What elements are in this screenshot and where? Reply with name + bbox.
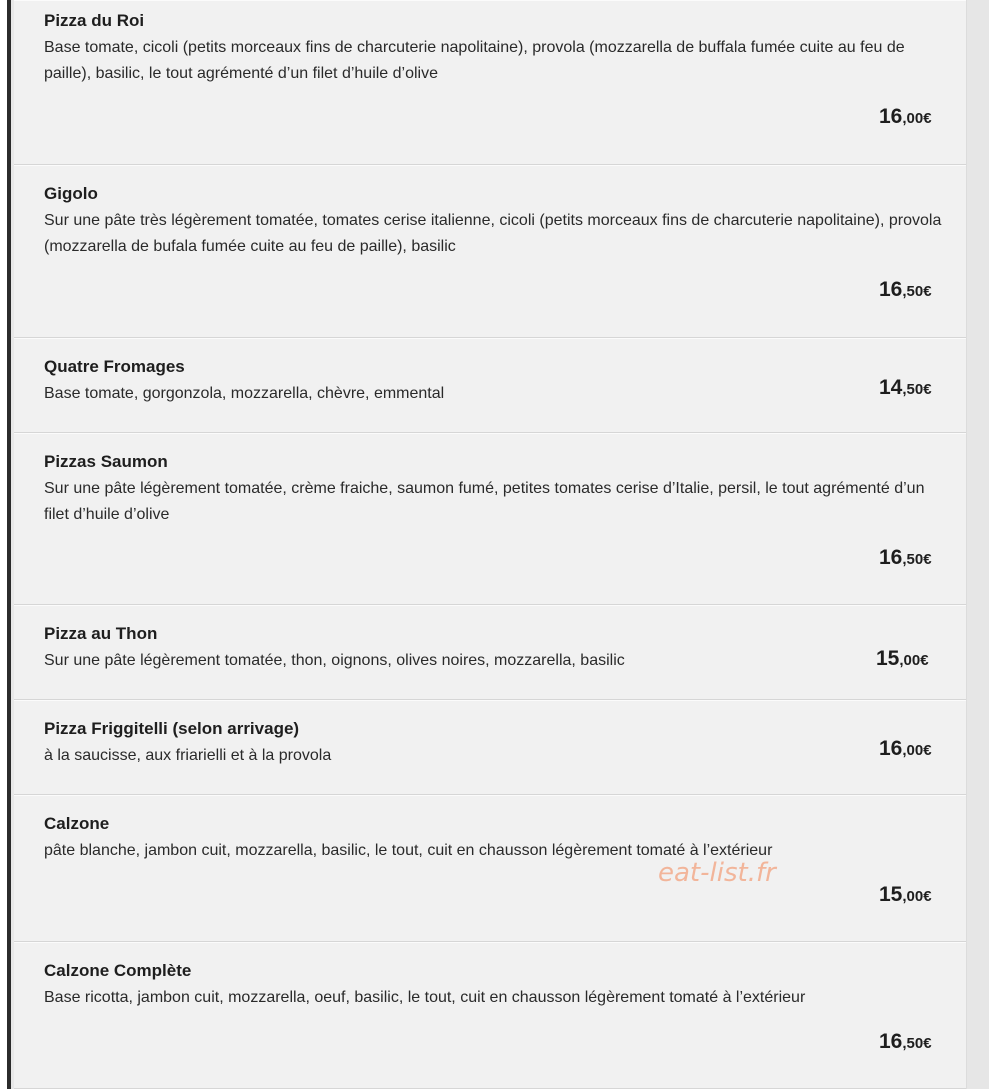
item-name: Gigolo [44, 184, 98, 203]
item-description: Sur une pâte légèrement tomatée, thon, oignons, olives noires, mozzarella, basilic [44, 652, 625, 669]
menu-item [14, 605, 966, 700]
price-cents: ,50€ [902, 381, 932, 398]
item-description: Base ricotta, jambon cuit, mozzarella, oeuf, basilic, le tout, cuit en chausson légèrement tomaté à l’extérieur [44, 989, 806, 1006]
menu-item [14, 700, 966, 795]
price-cents: ,50€ [902, 1035, 932, 1052]
item-price [879, 278, 932, 302]
item-price [879, 105, 932, 129]
price-euros: 16 [879, 278, 903, 301]
price-cents: ,00€ [902, 742, 932, 759]
price-euros: 16 [879, 737, 903, 760]
item-description: Base tomate, gorgonzola, mozzarella, chèvre, emmental [44, 385, 445, 402]
price-euros: 16 [879, 105, 903, 128]
item-name: Pizza du Roi [44, 11, 145, 30]
menu-item [14, 0, 966, 165]
price-cents: ,00€ [902, 888, 932, 905]
price-euros: 16 [879, 546, 903, 569]
price-cents: ,00€ [899, 652, 929, 669]
item-price [879, 1030, 932, 1054]
price-cents: ,50€ [902, 283, 932, 300]
item-name: Pizza Friggitelli (selon arrivage) [44, 719, 300, 738]
item-description: Base tomate, cicoli (petits morceaux fins de charcuterie napolitaine), provola (mozzarella de buffala fumée cuite au feu de paille), basilic, le tout agrémenté d’un filet d’huile d’olive [44, 39, 905, 82]
item-description: pâte blanche, jambon cuit, mozzarella, basilic, le tout, cuit en chausson légèrement tomaté à l’extérieur [44, 842, 773, 859]
item-name: Calzone Complète [44, 961, 192, 980]
watermark: eat-list.fr [658, 858, 776, 888]
item-price [879, 546, 932, 570]
item-name: Quatre Fromages [44, 357, 185, 376]
menu-item [14, 338, 966, 433]
item-price [876, 647, 929, 671]
price-euros: 15 [879, 883, 903, 906]
item-description: à la saucisse, aux friarielli et à la provola [44, 747, 332, 764]
price-cents: ,50€ [902, 551, 932, 568]
right-strip [966, 0, 989, 1089]
price-cents: ,00€ [902, 110, 932, 127]
item-description: Sur une pâte très légèrement tomatée, tomates cerise italienne, cicoli (petits morceaux fins de charcuterie napolitaine), provola (mozzarella de bufala fumée cuite au feu de paille), basilic [44, 212, 942, 255]
item-name: Calzone [44, 814, 110, 833]
menu-item [14, 942, 966, 1089]
item-price [879, 737, 932, 761]
menu-list [14, 0, 966, 1089]
item-name: Pizza au Thon [44, 624, 158, 643]
item-price [879, 883, 932, 907]
price-euros: 16 [879, 1030, 903, 1053]
item-price [879, 376, 932, 400]
price-euros: 15 [876, 647, 900, 670]
menu-item [14, 165, 966, 338]
item-name: Pizzas Saumon [44, 452, 168, 471]
item-description: Sur une pâte légèrement tomatée, crème fraiche, saumon fumé, petites tomates cerise d’Italie, persil, le tout agrémenté d’un filet d’huile d’olive [44, 480, 925, 523]
menu-item [14, 433, 966, 605]
menu-item [14, 795, 966, 942]
left-border [0, 0, 14, 1089]
price-euros: 14 [879, 376, 903, 399]
